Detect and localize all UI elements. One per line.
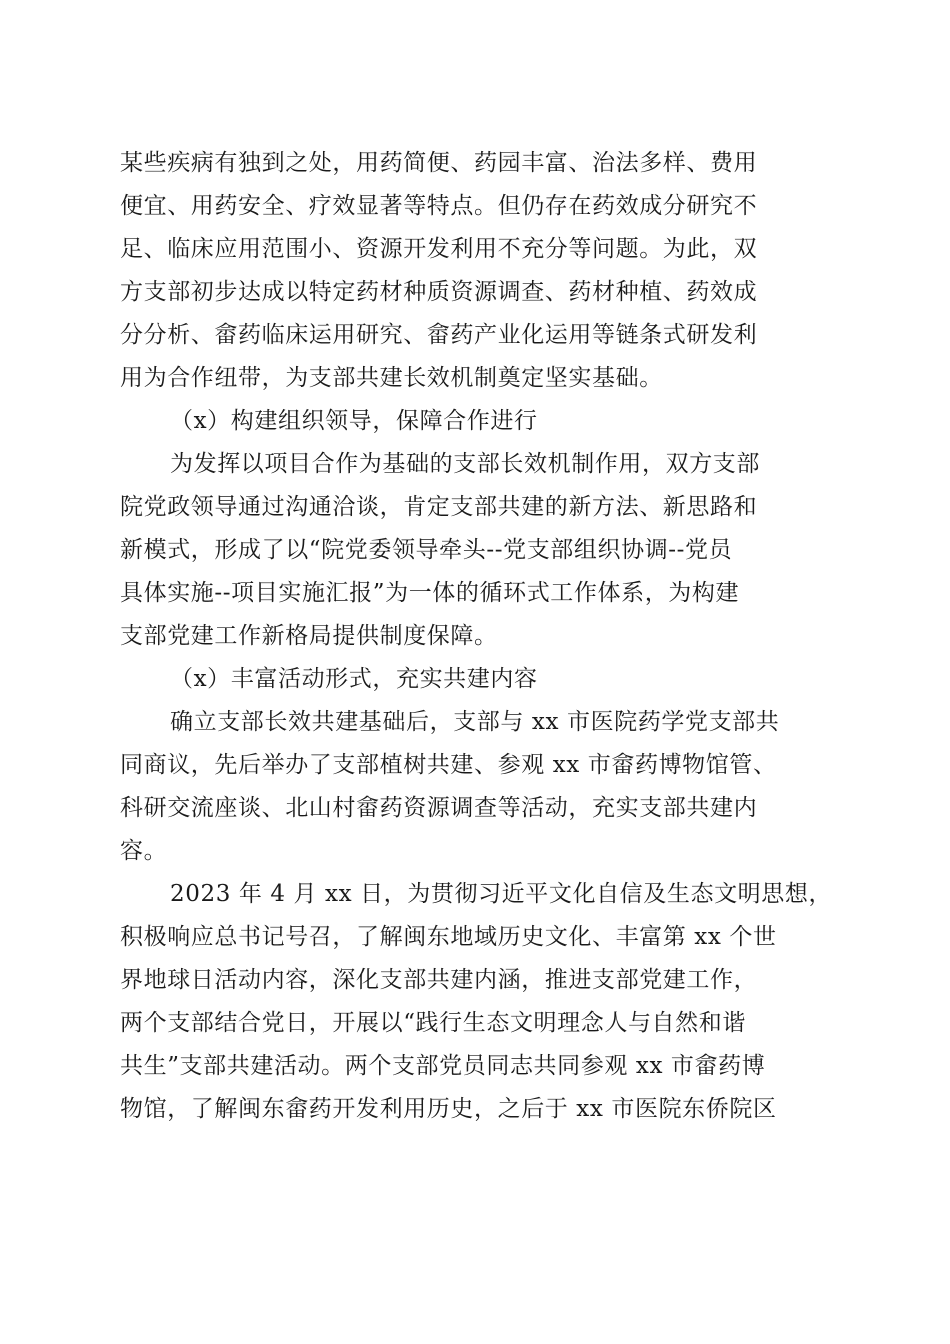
paragraph-first-line: 为发挥以项目合作为基础的支部长效机制作用，双方支部 [170,451,760,477]
text-line: 新模式，形成了以“院党委领导牵头--党支部组织协调--党员 [120,537,733,563]
document-body [120,142,834,1131]
paragraph-first-line: 2023 年 4 月 xx 日，为贯彻习近平文化自信及生态文明思想， [170,881,833,907]
section-heading: （x）构建组织领导，保障合作进行 [170,408,538,434]
text-line: 具体实施--项目实施汇报”为一体的循环式工作体系，为构建 [120,580,740,606]
text-line: 支部党建工作新格局提供制度保障。 [120,623,498,649]
text-line: 容。 [120,838,168,864]
text-line: 物馆，了解闽东畲药开发利用历史，之后于 xx 市医院东侨院区 [120,1096,777,1122]
text-line: 科研交流座谈、北山村畲药资源调查等活动，充实支部共建内 [120,795,758,821]
section-heading: （x）丰富活动形式，充实共建内容 [170,666,538,692]
text-line: 共生”支部共建活动。两个支部党员同志共同参观 xx 市畲药博 [120,1053,766,1079]
text-line: 足、临床应用范围小、资源开发利用不充分等问题。为此，双 [120,236,758,262]
text-line: 积极响应总书记号召，了解闽东地域历史文化、丰富第 xx 个世 [120,924,777,950]
text-line: 两个支部结合党日，开展以“践行生态文明理念人与自然和谐 [120,1010,746,1036]
text-line: 同商议，先后举办了支部植树共建、参观 xx 市畲药博物馆管、 [120,752,777,778]
text-line: 界地球日活动内容，深化支部共建内涵，推进支部党建工作， [120,967,758,993]
text-line: 用为合作纽带，为支部共建长效机制奠定坚实基础。 [120,365,663,391]
text-line: 分分析、畲药临床运用研究、畲药产业化运用等链条式研发利 [120,322,758,348]
text-line: 便宜、用药安全、疗效显著等特点。但仍存在药效成分研究不 [120,193,758,219]
text-line: 某些疾病有独到之处，用药简便、药园丰富、治法多样、费用 [120,150,758,176]
text-line: 院党政领导通过沟通洽谈，肯定支部共建的新方法、新思路和 [120,494,758,520]
text-line: 方支部初步达成以特定药材种质资源调查、药材种植、药效成 [120,279,758,305]
paragraph-first-line: 确立支部长效共建基础后，支部与 xx 市医院药学党支部共 [170,709,780,735]
